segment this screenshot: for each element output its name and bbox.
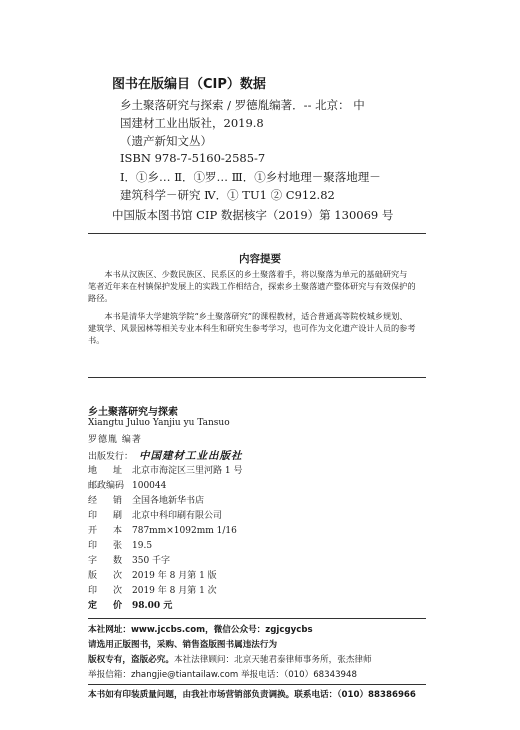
divider bbox=[88, 618, 426, 619]
pub-info-row bbox=[88, 495, 204, 508]
cip-line: ISBN 978-7-5160-2585-7 bbox=[120, 151, 266, 165]
pub-info-value: 98.00 元 bbox=[132, 601, 173, 611]
book-author: 罗德胤 编著 bbox=[88, 435, 142, 445]
pub-info-row bbox=[88, 540, 152, 553]
pub-info-value: 19.5 bbox=[132, 541, 153, 551]
report-contact: 举报信箱：zhangjie@tiantailaw.com 举报电话：（010）68343948 bbox=[88, 670, 357, 680]
pub-info-label: 邮政编码 bbox=[88, 481, 125, 491]
pub-info-label: 定价 bbox=[88, 601, 122, 611]
pub-info-value: 全国各地新华书店 bbox=[132, 496, 205, 506]
cip-catalog-number: 中国版本图书馆 CIP 数据核字（2019）第 130069 号 bbox=[112, 208, 394, 222]
summary-title: 内容提要 bbox=[239, 253, 281, 265]
rights-statement: 版权专有，盗版必究。 bbox=[88, 655, 174, 665]
publisher-label: 出版发行： bbox=[88, 452, 134, 462]
pub-info-value: 2019 年 8 月第 1 版 bbox=[132, 571, 217, 581]
cip-line: 建筑科学－研究 Ⅳ．① TU1 ② C912.82 bbox=[120, 188, 335, 202]
summary-paragraph-1 bbox=[88, 268, 426, 304]
divider bbox=[88, 233, 426, 234]
pub-info-label: 地址 bbox=[88, 466, 122, 476]
cip-line: 国建材工业出版社，2019.8 bbox=[120, 116, 264, 130]
cip-title: 图书在版编目（CIP）数据 bbox=[112, 77, 266, 92]
cip-line: Ⅰ．①乡… Ⅱ．①罗… Ⅲ．①乡村地理－聚落地理－ bbox=[120, 170, 381, 184]
pub-info-label: 字数 bbox=[88, 556, 122, 566]
publisher-row bbox=[88, 450, 243, 463]
pub-info-label: 印刷 bbox=[88, 511, 122, 521]
summary-line: 本书是清华大学建筑学院“乡土聚落研究”的课程教材，适合普通高等院校城乡规划、 bbox=[104, 311, 408, 321]
pub-info-row bbox=[88, 465, 242, 478]
pub-info-row bbox=[88, 585, 217, 598]
rights-line bbox=[88, 653, 372, 665]
publisher-website: 本社网址：www.jccbs.com，微信公众号：zgjcgycbs bbox=[88, 625, 313, 635]
pub-info-row bbox=[88, 510, 222, 523]
summary-line: 本书从汉族区、少数民族区、民系区的乡土聚落着手，将以聚落为单元的基础研究与 bbox=[104, 269, 408, 279]
anti-piracy-notice: 请选用正版图书，采购、销售盗版图书属违法行为 bbox=[88, 640, 278, 650]
summary-line: 路径。 bbox=[88, 293, 113, 303]
pub-info-row bbox=[88, 525, 237, 538]
book-title: 乡土聚落研究与探索 bbox=[88, 407, 178, 418]
book-title-pinyin: Xiangtu Juluo Yanjiu yu Tansuo bbox=[88, 418, 230, 428]
pub-info-label: 经销 bbox=[88, 496, 122, 506]
publisher-logo: 中国建材工业出版社 bbox=[139, 450, 243, 462]
pub-info-row bbox=[88, 600, 172, 613]
pub-info-label: 印张 bbox=[88, 541, 122, 551]
pub-info-row bbox=[88, 570, 217, 583]
summary-paragraph-2 bbox=[88, 310, 426, 346]
summary-line: 建筑学、风景园林等相关专业本科生和研究生参考学习，也可作为文化遗产设计人员的参考书。 bbox=[88, 323, 416, 345]
pub-info-label: 印次 bbox=[88, 586, 122, 596]
cip-line: 乡土聚落研究与探索 / 罗德胤编著．-- 北京： 中 bbox=[120, 98, 365, 112]
pub-info-value: 100044 bbox=[132, 481, 167, 491]
pub-info-value: 787mm×1092mm 1/16 bbox=[132, 526, 237, 536]
divider bbox=[88, 684, 426, 685]
pub-info-label: 版次 bbox=[88, 571, 122, 581]
divider bbox=[88, 377, 426, 378]
pub-info-value: 北京市海淀区三里河路 1 号 bbox=[132, 466, 243, 476]
cip-line: （遗产新知文丛） bbox=[120, 134, 212, 148]
quality-contact: 本书如有印装质量问题，由我社市场营销部负责调换。联系电话：（010）88386966 bbox=[88, 690, 416, 700]
pub-info-value: 350 千字 bbox=[132, 556, 171, 566]
pub-info-row bbox=[88, 480, 166, 493]
pub-info-label: 开本 bbox=[88, 526, 122, 536]
legal-counsel: 本社法律顾问：北京天驰君泰律师事务所，张杰律师 bbox=[173, 655, 372, 665]
pub-info-row bbox=[88, 555, 170, 568]
pub-info-value: 2019 年 8 月第 1 次 bbox=[132, 586, 217, 596]
pub-info-value: 北京中科印刷有限公司 bbox=[132, 511, 223, 521]
summary-line: 笔者近年来在村镇保护发展上的实践工作相结合，探索乡土聚落遗产整体研究与有效保护的 bbox=[88, 281, 416, 291]
